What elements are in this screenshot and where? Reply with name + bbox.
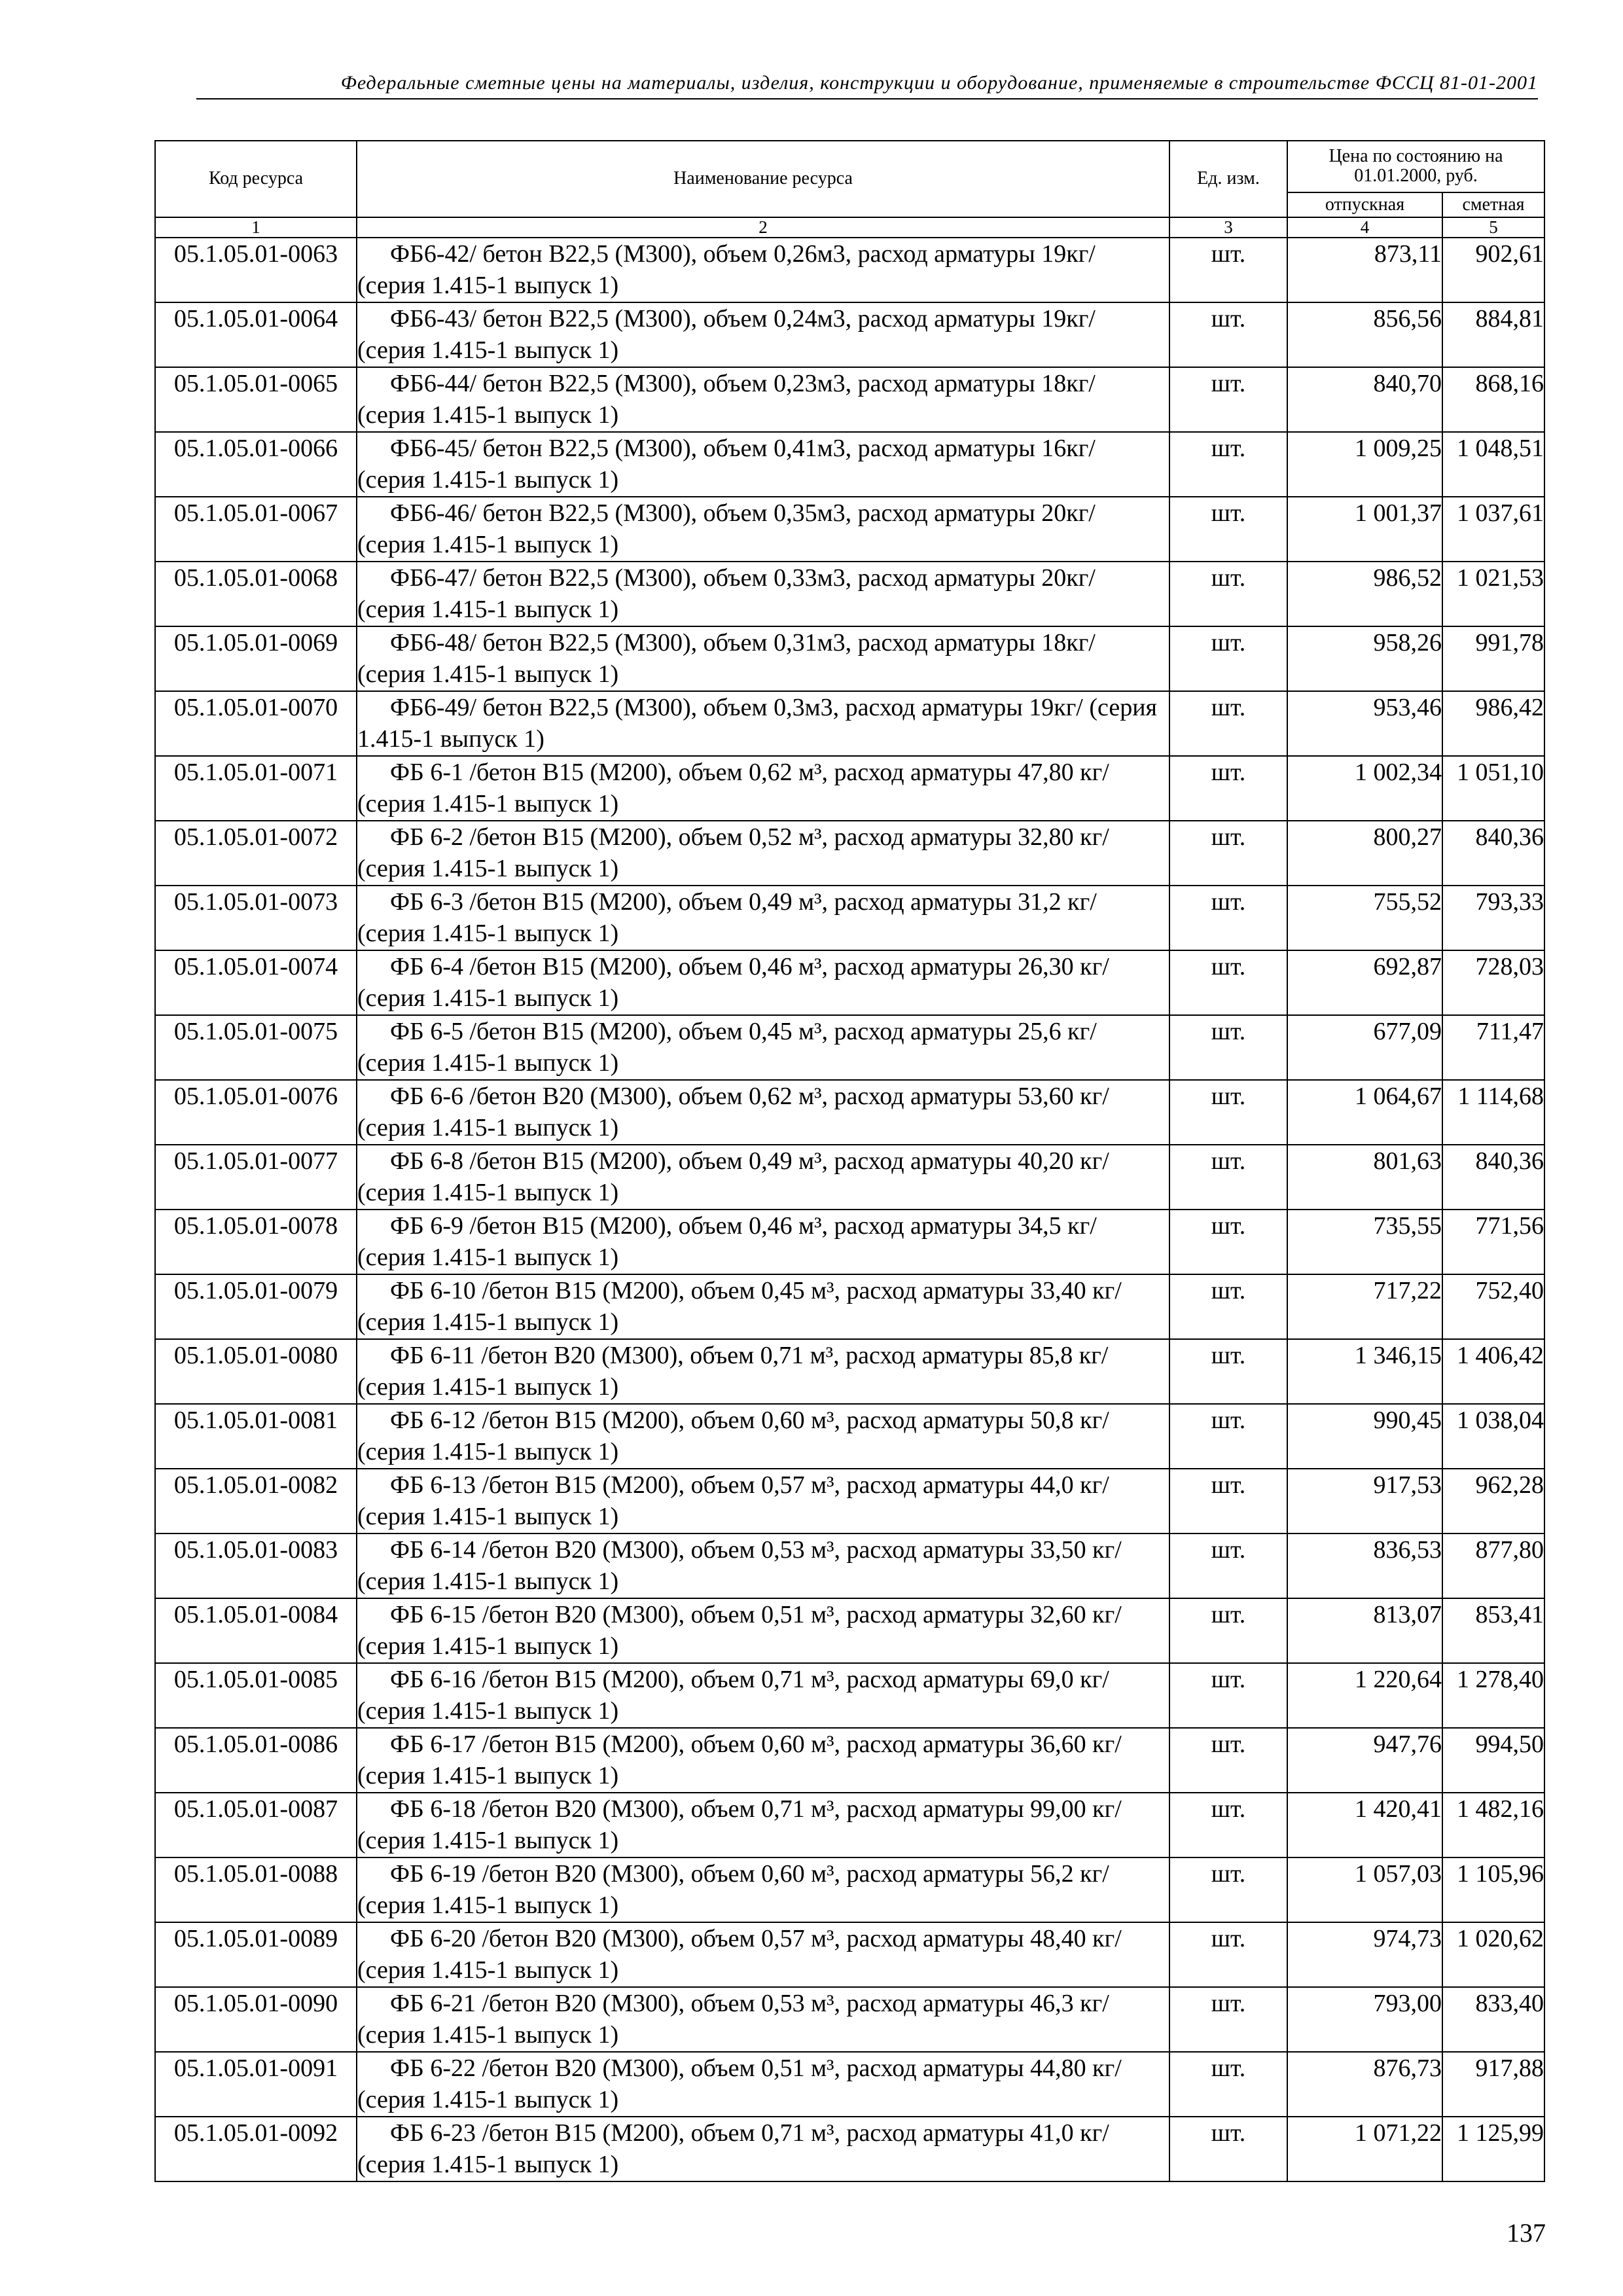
cell-name: ФБ6-42/ бетон В22,5 (М300), объем 0,26м3, расход арматуры 19кг/ (серия 1.415-1 выпуск 1) xyxy=(357,238,1169,302)
cell-wholesale: 801,63 xyxy=(1287,1145,1442,1210)
cell-code: 05.1.05.01-0076 xyxy=(155,1080,357,1145)
table-row xyxy=(155,1339,1544,1404)
cell-name: ФБ6-46/ бетон В22,5 (М300), объем 0,35м3, расход арматуры 20кг/ (серия 1.415-1 выпуск 1) xyxy=(357,497,1169,562)
cell-wholesale: 840,70 xyxy=(1287,367,1442,432)
cell-unit: шт. xyxy=(1169,1598,1287,1663)
table-row xyxy=(155,1534,1544,1598)
cell-name: ФБ 6-18 /бетон В20 (М300), объем 0,71 м³, расход арматуры 99,00 кг/ (серия 1.415-1 выпуск 1) xyxy=(357,1793,1169,1857)
cell-code: 05.1.05.01-0090 xyxy=(155,1987,357,2052)
cell-unit: шт. xyxy=(1169,1274,1287,1339)
column-number: 3 xyxy=(1169,217,1287,238)
cell-name: ФБ 6-10 /бетон В15 (М200), объем 0,45 м³, расход арматуры 33,40 кг/ (серия 1.415-1 выпуск 1) xyxy=(357,1274,1169,1339)
column-number: 2 xyxy=(357,217,1169,238)
cell-code: 05.1.05.01-0079 xyxy=(155,1274,357,1339)
cell-name: ФБ 6-8 /бетон В15 (М200), объем 0,49 м³, расход арматуры 40,20 кг/ (серия 1.415-1 выпуск 1) xyxy=(357,1145,1169,1210)
cell-wholesale: 1 064,67 xyxy=(1287,1080,1442,1145)
cell-name: ФБ 6-11 /бетон В20 (М300), объем 0,71 м³, расход арматуры 85,8 кг/ (серия 1.415-1 выпуск 1) xyxy=(357,1339,1169,1404)
cell-estimate: 833,40 xyxy=(1442,1987,1544,2052)
table-row xyxy=(155,626,1544,691)
header-code: Код ресурса xyxy=(155,141,357,217)
cell-code: 05.1.05.01-0067 xyxy=(155,497,357,562)
page-number: 137 xyxy=(1507,2218,1546,2248)
cell-estimate: 986,42 xyxy=(1442,691,1544,756)
cell-estimate: 1 278,40 xyxy=(1442,1663,1544,1728)
header-name: Наименование ресурса xyxy=(357,141,1169,217)
cell-wholesale: 917,53 xyxy=(1287,1469,1442,1534)
cell-wholesale: 947,76 xyxy=(1287,1728,1442,1793)
column-number-row xyxy=(155,217,1544,238)
cell-estimate: 991,78 xyxy=(1442,626,1544,691)
cell-code: 05.1.05.01-0083 xyxy=(155,1534,357,1598)
cell-wholesale: 1 071,22 xyxy=(1287,2117,1442,2181)
cell-name: ФБ 6-5 /бетон В15 (М200), объем 0,45 м³, расход арматуры 25,6 кг/ (серия 1.415-1 выпуск 1) xyxy=(357,1015,1169,1080)
cell-code: 05.1.05.01-0070 xyxy=(155,691,357,756)
column-number: 4 xyxy=(1287,217,1442,238)
cell-name: ФБ6-48/ бетон В22,5 (М300), объем 0,31м3, расход арматуры 18кг/ (серия 1.415-1 выпуск 1) xyxy=(357,626,1169,691)
cell-code: 05.1.05.01-0092 xyxy=(155,2117,357,2181)
cell-code: 05.1.05.01-0089 xyxy=(155,1922,357,1987)
cell-unit: шт. xyxy=(1169,2052,1287,2117)
cell-name: ФБ6-43/ бетон В22,5 (М300), объем 0,24м3, расход арматуры 19кг/ (серия 1.415-1 выпуск 1) xyxy=(357,302,1169,367)
cell-wholesale: 1 420,41 xyxy=(1287,1793,1442,1857)
cell-name: ФБ 6-12 /бетон В15 (М200), объем 0,60 м³, расход арматуры 50,8 кг/ (серия 1.415-1 выпуск 1) xyxy=(357,1404,1169,1469)
cell-wholesale: 813,07 xyxy=(1287,1598,1442,1663)
cell-wholesale: 990,45 xyxy=(1287,1404,1442,1469)
cell-wholesale: 1 002,34 xyxy=(1287,756,1442,821)
cell-unit: шт. xyxy=(1169,756,1287,821)
table-row xyxy=(155,562,1544,626)
cell-unit: шт. xyxy=(1169,886,1287,950)
cell-unit: шт. xyxy=(1169,1857,1287,1922)
cell-unit: шт. xyxy=(1169,1469,1287,1534)
running-header: Федеральные сметные цены на материалы, изделия, конструкции и оборудование, применяемые в строительстве ФССЦ 81-01-2001 xyxy=(196,72,1538,99)
cell-estimate: 1 048,51 xyxy=(1442,432,1544,497)
table-row xyxy=(155,302,1544,367)
cell-wholesale: 677,09 xyxy=(1287,1015,1442,1080)
cell-estimate: 868,16 xyxy=(1442,367,1544,432)
header-estimate: сметная xyxy=(1442,192,1544,217)
cell-estimate: 1 020,62 xyxy=(1442,1922,1544,1987)
cell-unit: шт. xyxy=(1169,1080,1287,1145)
cell-code: 05.1.05.01-0085 xyxy=(155,1663,357,1728)
cell-wholesale: 735,55 xyxy=(1287,1210,1442,1274)
cell-code: 05.1.05.01-0064 xyxy=(155,302,357,367)
cell-unit: шт. xyxy=(1169,821,1287,886)
table-row xyxy=(155,1598,1544,1663)
table-row xyxy=(155,1210,1544,1274)
cell-code: 05.1.05.01-0088 xyxy=(155,1857,357,1922)
cell-code: 05.1.05.01-0071 xyxy=(155,756,357,821)
cell-code: 05.1.05.01-0075 xyxy=(155,1015,357,1080)
cell-unit: шт. xyxy=(1169,1210,1287,1274)
cell-estimate: 711,47 xyxy=(1442,1015,1544,1080)
cell-name: ФБ 6-3 /бетон В15 (М200), объем 0,49 м³, расход арматуры 31,2 кг/ (серия 1.415-1 выпуск 1) xyxy=(357,886,1169,950)
cell-wholesale: 974,73 xyxy=(1287,1922,1442,1987)
table-row xyxy=(155,950,1544,1015)
cell-unit: шт. xyxy=(1169,1015,1287,1080)
cell-unit: шт. xyxy=(1169,432,1287,497)
cell-code: 05.1.05.01-0066 xyxy=(155,432,357,497)
cell-estimate: 1 021,53 xyxy=(1442,562,1544,626)
cell-unit: шт. xyxy=(1169,1663,1287,1728)
cell-estimate: 902,61 xyxy=(1442,238,1544,302)
cell-estimate: 994,50 xyxy=(1442,1728,1544,1793)
cell-unit: шт. xyxy=(1169,1987,1287,2052)
cell-estimate: 840,36 xyxy=(1442,821,1544,886)
cell-estimate: 853,41 xyxy=(1442,1598,1544,1663)
cell-unit: шт. xyxy=(1169,367,1287,432)
cell-code: 05.1.05.01-0086 xyxy=(155,1728,357,1793)
cell-estimate: 752,40 xyxy=(1442,1274,1544,1339)
table-row xyxy=(155,821,1544,886)
cell-estimate: 1 038,04 xyxy=(1442,1404,1544,1469)
cell-code: 05.1.05.01-0078 xyxy=(155,1210,357,1274)
cell-name: ФБ 6-2 /бетон В15 (М200), объем 0,52 м³, расход арматуры 32,80 кг/ (серия 1.415-1 выпуск 1) xyxy=(357,821,1169,886)
table-row xyxy=(155,2117,1544,2181)
cell-wholesale: 800,27 xyxy=(1287,821,1442,886)
table-row xyxy=(155,1015,1544,1080)
table-row xyxy=(155,1145,1544,1210)
cell-unit: шт. xyxy=(1169,1728,1287,1793)
cell-estimate: 1 125,99 xyxy=(1442,2117,1544,2181)
cell-code: 05.1.05.01-0069 xyxy=(155,626,357,691)
table-row xyxy=(155,1987,1544,2052)
table-row xyxy=(155,1728,1544,1793)
cell-name: ФБ 6-4 /бетон В15 (М200), объем 0,46 м³, расход арматуры 26,30 кг/ (серия 1.415-1 выпуск 1) xyxy=(357,950,1169,1015)
cell-estimate: 1 114,68 xyxy=(1442,1080,1544,1145)
cell-code: 05.1.05.01-0087 xyxy=(155,1793,357,1857)
cell-wholesale: 1 346,15 xyxy=(1287,1339,1442,1404)
cell-code: 05.1.05.01-0091 xyxy=(155,2052,357,2117)
cell-code: 05.1.05.01-0072 xyxy=(155,821,357,886)
cell-wholesale: 1 220,64 xyxy=(1287,1663,1442,1728)
table-row xyxy=(155,1274,1544,1339)
cell-wholesale: 692,87 xyxy=(1287,950,1442,1015)
table-row xyxy=(155,367,1544,432)
table-row xyxy=(155,497,1544,562)
cell-name: ФБ 6-19 /бетон В20 (М300), объем 0,60 м³, расход арматуры 56,2 кг/ (серия 1.415-1 выпуск 1) xyxy=(357,1857,1169,1922)
cell-name: ФБ 6-14 /бетон В20 (М300), объем 0,53 м³, расход арматуры 33,50 кг/ (серия 1.415-1 выпуск 1) xyxy=(357,1534,1169,1598)
cell-name: ФБ 6-23 /бетон В15 (М200), объем 0,71 м³, расход арматуры 41,0 кг/ (серия 1.415-1 выпуск 1) xyxy=(357,2117,1169,2181)
cell-unit: шт. xyxy=(1169,1534,1287,1598)
cell-code: 05.1.05.01-0080 xyxy=(155,1339,357,1404)
cell-wholesale: 1 009,25 xyxy=(1287,432,1442,497)
table-row xyxy=(155,1922,1544,1987)
cell-wholesale: 755,52 xyxy=(1287,886,1442,950)
cell-estimate: 917,88 xyxy=(1442,2052,1544,2117)
header-price: Цена по состоянию на 01.01.2000, руб. xyxy=(1287,141,1544,192)
cell-unit: шт. xyxy=(1169,691,1287,756)
cell-name: ФБ6-47/ бетон В22,5 (М300), объем 0,33м3, расход арматуры 20кг/ (серия 1.415-1 выпуск 1) xyxy=(357,562,1169,626)
cell-code: 05.1.05.01-0077 xyxy=(155,1145,357,1210)
cell-name: ФБ 6-20 /бетон В20 (М300), объем 0,57 м³, расход арматуры 48,40 кг/ (серия 1.415-1 выпуск 1) xyxy=(357,1922,1169,1987)
cell-name: ФБ 6-22 /бетон В20 (М300), объем 0,51 м³, расход арматуры 44,80 кг/ (серия 1.415-1 выпуск 1) xyxy=(357,2052,1169,2117)
cell-code: 05.1.05.01-0068 xyxy=(155,562,357,626)
cell-name: ФБ 6-15 /бетон В20 (М300), объем 0,51 м³, расход арматуры 32,60 кг/ (серия 1.415-1 выпуск 1) xyxy=(357,1598,1169,1663)
cell-wholesale: 836,53 xyxy=(1287,1534,1442,1598)
cell-estimate: 877,80 xyxy=(1442,1534,1544,1598)
cell-name: ФБ 6-1 /бетон В15 (М200), объем 0,62 м³, расход арматуры 47,80 кг/ (серия 1.415-1 выпуск 1) xyxy=(357,756,1169,821)
cell-estimate: 1 105,96 xyxy=(1442,1857,1544,1922)
cell-name: ФБ6-49/ бетон В22,5 (М300), объем 0,3м3, расход арматуры 19кг/ (серия 1.415-1 выпуск 1) xyxy=(357,691,1169,756)
cell-estimate: 962,28 xyxy=(1442,1469,1544,1534)
cell-unit: шт. xyxy=(1169,302,1287,367)
cell-wholesale: 958,26 xyxy=(1287,626,1442,691)
cell-name: ФБ 6-16 /бетон В15 (М200), объем 0,71 м³, расход арматуры 69,0 кг/ (серия 1.415-1 выпуск 1) xyxy=(357,1663,1169,1728)
cell-unit: шт. xyxy=(1169,1145,1287,1210)
cell-wholesale: 953,46 xyxy=(1287,691,1442,756)
table-row xyxy=(155,432,1544,497)
cell-unit: шт. xyxy=(1169,497,1287,562)
column-number: 1 xyxy=(155,217,357,238)
cell-estimate: 840,36 xyxy=(1442,1145,1544,1210)
cell-unit: шт. xyxy=(1169,562,1287,626)
cell-estimate: 1 482,16 xyxy=(1442,1793,1544,1857)
cell-code: 05.1.05.01-0065 xyxy=(155,367,357,432)
cell-code: 05.1.05.01-0074 xyxy=(155,950,357,1015)
cell-name: ФБ6-44/ бетон В22,5 (М300), объем 0,23м3, расход арматуры 18кг/ (серия 1.415-1 выпуск 1) xyxy=(357,367,1169,432)
cell-code: 05.1.05.01-0063 xyxy=(155,238,357,302)
cell-unit: шт. xyxy=(1169,1339,1287,1404)
cell-code: 05.1.05.01-0073 xyxy=(155,886,357,950)
cell-unit: шт. xyxy=(1169,238,1287,302)
cell-name: ФБ 6-6 /бетон В20 (М300), объем 0,62 м³, расход арматуры 53,60 кг/ (серия 1.415-1 выпуск 1) xyxy=(357,1080,1169,1145)
table-row xyxy=(155,756,1544,821)
cell-estimate: 771,56 xyxy=(1442,1210,1544,1274)
cell-wholesale: 1 001,37 xyxy=(1287,497,1442,562)
cell-wholesale: 873,11 xyxy=(1287,238,1442,302)
table-row xyxy=(155,2052,1544,2117)
cell-wholesale: 1 057,03 xyxy=(1287,1857,1442,1922)
cell-estimate: 1 051,10 xyxy=(1442,756,1544,821)
cell-name: ФБ 6-17 /бетон В15 (М200), объем 0,60 м³, расход арматуры 36,60 кг/ (серия 1.415-1 выпуск 1) xyxy=(357,1728,1169,1793)
cell-estimate: 1 037,61 xyxy=(1442,497,1544,562)
cell-wholesale: 717,22 xyxy=(1287,1274,1442,1339)
header-wholesale: отпускная xyxy=(1287,192,1442,217)
cell-name: ФБ 6-21 /бетон В20 (М300), объем 0,53 м³, расход арматуры 46,3 кг/ (серия 1.415-1 выпуск 1) xyxy=(357,1987,1169,2052)
header-unit: Ед. изм. xyxy=(1169,141,1287,217)
cell-wholesale: 793,00 xyxy=(1287,1987,1442,2052)
cell-unit: шт. xyxy=(1169,626,1287,691)
cell-unit: шт. xyxy=(1169,2117,1287,2181)
cell-name: ФБ 6-9 /бетон В15 (М200), объем 0,46 м³, расход арматуры 34,5 кг/ (серия 1.415-1 выпуск 1) xyxy=(357,1210,1169,1274)
table-row xyxy=(155,1469,1544,1534)
resource-price-table xyxy=(154,140,1545,2182)
cell-wholesale: 876,73 xyxy=(1287,2052,1442,2117)
table-row xyxy=(155,691,1544,756)
cell-code: 05.1.05.01-0081 xyxy=(155,1404,357,1469)
cell-estimate: 728,03 xyxy=(1442,950,1544,1015)
cell-code: 05.1.05.01-0082 xyxy=(155,1469,357,1534)
cell-code: 05.1.05.01-0084 xyxy=(155,1598,357,1663)
cell-unit: шт. xyxy=(1169,950,1287,1015)
table-row xyxy=(155,1663,1544,1728)
cell-estimate: 884,81 xyxy=(1442,302,1544,367)
cell-name: ФБ 6-13 /бетон В15 (М200), объем 0,57 м³, расход арматуры 44,0 кг/ (серия 1.415-1 выпуск 1) xyxy=(357,1469,1169,1534)
cell-wholesale: 856,56 xyxy=(1287,302,1442,367)
cell-wholesale: 986,52 xyxy=(1287,562,1442,626)
cell-estimate: 793,33 xyxy=(1442,886,1544,950)
table-row xyxy=(155,238,1544,302)
table-row xyxy=(155,1404,1544,1469)
table-row xyxy=(155,886,1544,950)
cell-unit: шт. xyxy=(1169,1922,1287,1987)
cell-name: ФБ6-45/ бетон В22,5 (М300), объем 0,41м3, расход арматуры 16кг/ (серия 1.415-1 выпуск 1) xyxy=(357,432,1169,497)
column-number: 5 xyxy=(1442,217,1544,238)
table-row xyxy=(155,1857,1544,1922)
cell-unit: шт. xyxy=(1169,1404,1287,1469)
cell-unit: шт. xyxy=(1169,1793,1287,1857)
table-row xyxy=(155,1793,1544,1857)
cell-estimate: 1 406,42 xyxy=(1442,1339,1544,1404)
table-row xyxy=(155,1080,1544,1145)
